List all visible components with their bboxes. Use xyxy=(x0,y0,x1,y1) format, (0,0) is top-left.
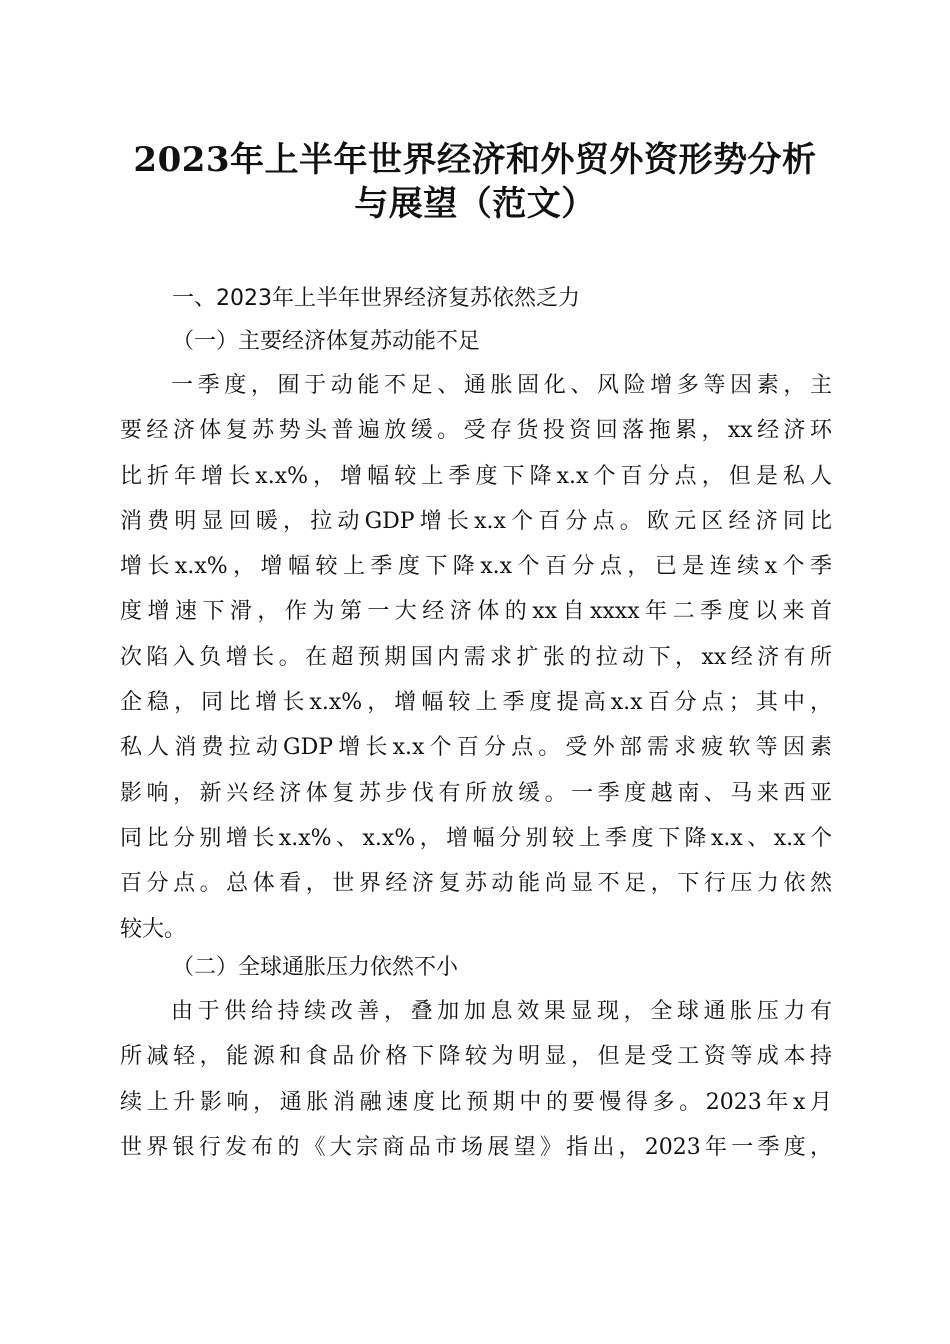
paragraph-1-line: 比折年增长x.x%，增幅较上季度下降x.x个百分点，但是私人 xyxy=(120,463,832,489)
paragraph-1-line: 次陷入负增长。在超预期国内需求扩张的拉动下，xx经济有所 xyxy=(120,644,832,670)
document-title-line-2: 与展望（范文） xyxy=(354,184,596,224)
paragraph-1-line: 要经济体复苏势头普遍放缓。受存货投资回落拖累，xx经济环 xyxy=(120,418,832,444)
section-1-heading: 一、2023年上半年世界经济复苏依然乏力 xyxy=(172,286,580,311)
paragraph-1-line: 企稳，同比增长x.x%，增幅较上季度提高x.x百分点；其中， xyxy=(120,690,832,716)
paragraph-1-line: 消费明显回暖，拉动GDP增长x.x个百分点。欧元区经济同比 xyxy=(120,508,832,534)
document-title-line-1: 2023年上半年世界经济和外贸外资形势分析 xyxy=(133,140,817,180)
paragraph-1-line: 影响，新兴经济体复苏步伐有所放缓。一季度越南、马来西亚 xyxy=(120,780,832,806)
paragraph-2-line: 续上升影响，通胀消融速度比预期中的要慢得多。2023年x月 xyxy=(120,1089,832,1115)
paragraph-1-line: 度增速下滑，作为第一大经济体的xx自xxxx年二季度以来首 xyxy=(120,599,832,625)
paragraph-2-line: 世界银行发布的《大宗商品市场展望》指出，2023年一季度， xyxy=(120,1134,832,1160)
paragraph-1-line: 一季度，囿于动能不足、通胀固化、风险增多等因素，主 xyxy=(171,373,832,398)
paragraph-1-line: 较大。 xyxy=(120,916,187,942)
subsection-2-heading: （二）全球通胀压力依然不小 xyxy=(172,955,459,980)
paragraph-1-line: 私人消费拉动GDP增长x.x个百分点。受外部需求疲软等因素 xyxy=(120,735,832,761)
paragraph-2 xyxy=(120,989,832,1170)
paragraph-2-line: 由于供给持续改善，叠加加息效果显现，全球通胀压力有 xyxy=(171,999,832,1024)
paragraph-1-line: 同比分别增长x.x%、x.x%，增幅分别较上季度下降x.x、x.x个 xyxy=(120,825,832,851)
paragraph-2-line: 所减轻，能源和食品价格下降较为明显，但是受工资等成本持 xyxy=(120,1044,832,1070)
paragraph-1-line: 百分点。总体看，世界经济复苏动能尚显不足，下行压力依然 xyxy=(120,871,832,897)
paragraph-1 xyxy=(120,363,832,952)
paragraph-1-line: 增长x.x%，增幅较上季度下降x.x个百分点，已是连续x个季 xyxy=(120,554,832,580)
subsection-1-heading: （一）主要经济体复苏动能不足 xyxy=(172,329,481,354)
